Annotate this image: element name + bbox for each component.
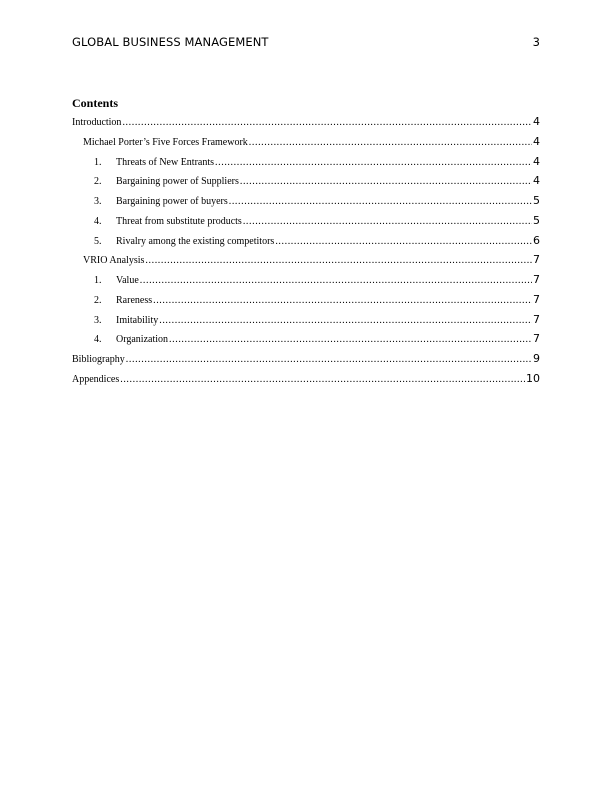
- toc-entry[interactable]: [72, 115, 540, 135]
- toc-entry-label: Introduction: [72, 117, 122, 128]
- toc-entry-page: 4: [533, 154, 540, 168]
- toc-entry-label: Organization: [116, 334, 169, 346]
- toc-dot-leader: [120, 374, 525, 385]
- toc-entry-number: 2.: [94, 176, 102, 188]
- toc-entry-label: Rivalry among the existing competitors: [116, 235, 275, 247]
- toc-entry-label: Threat from substitute products: [116, 215, 242, 227]
- toc-entry-page: 7: [533, 253, 540, 267]
- toc-dot-leader: [215, 157, 532, 168]
- toc-entry[interactable]: [72, 352, 540, 372]
- toc-entry-page: 4: [533, 174, 540, 188]
- toc-entry-label: Value: [116, 275, 139, 286]
- toc-entry-label: Appendices: [72, 373, 120, 385]
- toc-entry-label: Bargaining power of Suppliers: [116, 176, 239, 188]
- toc-entry-label: Rareness: [116, 294, 153, 306]
- toc-entry-number: 5.: [94, 235, 102, 247]
- toc-entry-number: 4.: [94, 334, 102, 346]
- toc-dot-leader: [159, 315, 532, 326]
- toc-dot-leader: [229, 196, 532, 207]
- table-of-contents: [72, 115, 540, 392]
- toc-entry-label: Bibliography: [72, 354, 125, 365]
- toc-entry[interactable]: [72, 135, 540, 155]
- toc-entry[interactable]: [72, 372, 540, 392]
- toc-entry-page: 10: [526, 371, 540, 385]
- toc-heading: Contents: [72, 96, 119, 110]
- toc-entry[interactable]: [72, 174, 540, 194]
- toc-entry[interactable]: [72, 332, 540, 352]
- toc-entry-number: 1.: [94, 275, 102, 286]
- toc-entry-page: 4: [533, 115, 540, 128]
- toc-entry-label: VRIO Analysis: [83, 255, 145, 267]
- toc-entry[interactable]: [72, 194, 540, 214]
- toc-entry-page: 4: [533, 134, 540, 148]
- toc-entry-label: Michael Porter’s Five Forces Framework: [83, 136, 248, 148]
- toc-entry[interactable]: [72, 214, 540, 234]
- toc-entry-page: 9: [533, 352, 540, 365]
- toc-dot-leader: [145, 255, 532, 266]
- toc-entry-number: 1.: [94, 156, 102, 168]
- toc-entry-label: Bargaining power of buyers: [116, 196, 228, 207]
- toc-entry-page: 7: [533, 273, 540, 286]
- toc-dot-leader: [275, 236, 532, 247]
- toc-entry[interactable]: [72, 155, 540, 175]
- toc-dot-leader: [140, 275, 532, 286]
- toc-entry-page: 6: [533, 233, 540, 247]
- toc-dot-leader: [122, 117, 532, 128]
- toc-entry-label: Imitability: [116, 314, 159, 326]
- toc-entry-number: 2.: [94, 294, 102, 306]
- toc-entry[interactable]: [72, 273, 540, 293]
- toc-entry[interactable]: [72, 313, 540, 333]
- toc-dot-leader: [169, 334, 532, 345]
- running-header-title: GLOBAL BUSINESS MANAGEMENT: [72, 35, 269, 49]
- toc-entry-page: 5: [533, 194, 540, 207]
- toc-entry-number: 4.: [94, 215, 102, 227]
- toc-entry-number: 3.: [94, 314, 102, 326]
- toc-entry[interactable]: [72, 234, 540, 254]
- toc-dot-leader: [249, 137, 532, 148]
- toc-entry[interactable]: [72, 293, 540, 313]
- toc-dot-leader: [240, 176, 532, 187]
- toc-entry-page: 7: [533, 292, 540, 306]
- toc-entry-page: 7: [533, 312, 540, 326]
- toc-entry-label: Threats of New Entrants: [116, 156, 215, 168]
- toc-entry-page: 7: [533, 332, 540, 346]
- toc-dot-leader: [243, 216, 532, 227]
- toc-entry-number: 3.: [94, 196, 102, 207]
- toc-entry-page: 5: [533, 213, 540, 227]
- toc-dot-leader: [153, 295, 532, 306]
- header-page-number: 3: [532, 35, 540, 49]
- toc-dot-leader: [126, 354, 532, 365]
- toc-entry[interactable]: [72, 253, 540, 273]
